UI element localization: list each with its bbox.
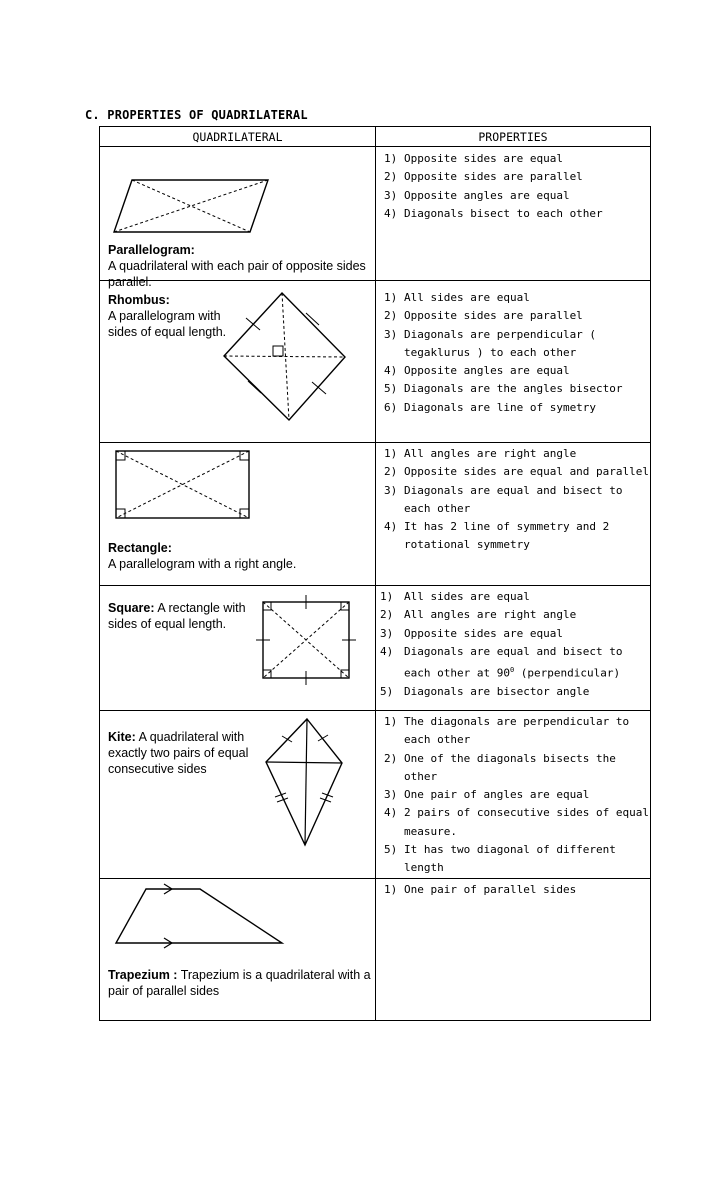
list-item: 2) Opposite sides are parallel — [384, 170, 583, 184]
section-heading: C. PROPERTIES OF QUADRILATERAL — [85, 108, 308, 122]
table-row-rectangle — [100, 443, 651, 586]
list-item: 3) Diagonals are equal and bisect to each other — [384, 483, 623, 515]
trapezium-figure — [100, 879, 376, 1021]
list-item: 1) The diagonals are perpendicular to each other — [384, 715, 630, 747]
list-item: 6) Diagonals are line of symetry — [384, 400, 597, 414]
list-item: 4) Diagonals are equal and bisect to each other at $90^0$ (perpendicular) — [380, 644, 623, 680]
column-header-properties: PROPERTIES — [376, 127, 651, 147]
list-item: 2) Opposite sides are equal and parallel — [384, 465, 650, 479]
list-item: 3) Opposite angles are equal — [384, 188, 570, 202]
shape-definition-kite: A quadrilateral with exactly two pairs of equal consecutive sides — [108, 730, 249, 776]
properties-cell-square — [376, 586, 651, 711]
shape-name-rhombus: Rhombus: — [108, 293, 170, 307]
list-item: 3) Opposite sides are equal — [380, 626, 563, 640]
list-item: 3) Diagonals are perpendicular ( tegaklurus ) to each other — [384, 327, 597, 359]
degree-mark: 0 — [509, 666, 515, 675]
properties-list-square — [376, 588, 650, 701]
shape-definition-parallelogram: A quadrilateral with each pair of opposite sides parallel. — [108, 259, 366, 289]
properties-cell-rhombus — [376, 281, 651, 443]
properties-list-rectangle — [376, 445, 650, 555]
properties-cell-rectangle — [376, 443, 651, 586]
table-row-square — [100, 586, 651, 711]
properties-cell-trapezium — [376, 878, 651, 1020]
table-row-parallelogram — [100, 147, 651, 281]
table-row-rhombus — [100, 281, 651, 443]
list-item: 3) One pair of angles are equal — [384, 788, 590, 802]
properties-cell-kite — [376, 711, 651, 879]
shape-name-trapezium: Trapezium : — [108, 967, 178, 982]
table-row-kite — [100, 711, 651, 879]
list-item: 5) Diagonals are the angles bisector — [384, 382, 623, 396]
properties-list-rhombus — [376, 289, 650, 417]
shape-name-kite: Kite: — [108, 730, 136, 744]
shape-cell-rectangle — [100, 443, 376, 586]
shape-definition-rectangle: A parallelogram with a right angle. — [108, 557, 297, 571]
list-item: 4) 2 pairs of consecutive sides of equal measure. — [384, 806, 650, 838]
list-item: 4) Opposite angles are equal — [384, 364, 570, 378]
list-item: 5) It has two diagonal of different length — [384, 843, 616, 875]
shape-cell-square — [100, 586, 376, 711]
list-item: 4) Diagonals bisect to each other — [384, 206, 603, 220]
list-item: 2) Opposite sides are parallel — [384, 309, 583, 323]
properties-list-kite — [376, 713, 650, 878]
list-item: 1) All sides are equal — [380, 590, 530, 603]
list-item: 2) One of the diagonals bisects the other — [384, 751, 616, 783]
shape-cell-kite — [100, 711, 376, 879]
shape-name-square: Square: — [108, 601, 155, 615]
shape-name-parallelogram: Parallelogram: — [108, 243, 195, 257]
list-item: 1) All angles are right angle — [384, 447, 577, 460]
properties-cell-parallelogram — [376, 147, 651, 281]
shape-name-rectangle: Rectangle: — [108, 541, 172, 555]
list-item: 4) It has 2 line of symmetry and 2 rotational symmetry — [384, 520, 610, 552]
properties-table — [99, 126, 651, 1021]
shape-definition-trapezium: Trapezium is a quadrilateral with a pair of parallel sides — [108, 967, 371, 998]
shape-cell-parallelogram — [100, 147, 376, 289]
list-item: 5) Diagonals are bisector angle — [380, 685, 590, 699]
properties-list-parallelogram — [376, 150, 650, 223]
properties-list-trapezium — [376, 881, 650, 899]
list-item: 1) All sides are equal — [384, 291, 530, 304]
list-item: 1) Opposite sides are equal — [384, 152, 563, 165]
shape-cell-rhombus — [100, 281, 376, 443]
list-item: 2) All angles are right angle — [380, 608, 577, 622]
table-header-row — [100, 127, 651, 147]
column-header-quadrilateral: QUADRILATERAL — [100, 127, 376, 147]
list-item: 1) One pair of parallel sides — [384, 882, 577, 896]
shape-definition-rhombus: A parallelogram with sides of equal length. — [108, 309, 227, 339]
shape-definition-square: A rectangle with sides of equal length. — [108, 601, 246, 631]
shape-cell-trapezium — [100, 878, 376, 1020]
table-row-trapezium — [100, 878, 651, 1020]
